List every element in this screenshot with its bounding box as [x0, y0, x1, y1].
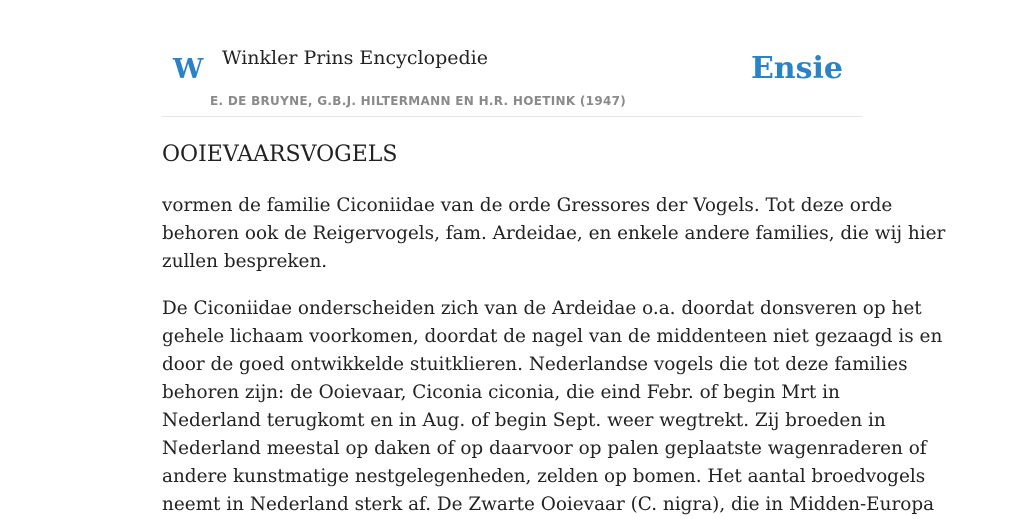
paragraph-line: Nederland terugkomt en in Aug. of begin Sept. weer wegtrekt. Zij broeden in	[162, 410, 886, 431]
entry-paragraph-2	[162, 295, 943, 519]
ensie-brand-logo[interactable]: Ensie	[750, 51, 843, 86]
paragraph-line: neemt in Nederland sterk af. De Zwarte Ooievaar (C. nigra), die in Midden-Europa	[162, 494, 935, 515]
document-page	[162, 0, 946, 515]
paragraph-line: De Ciconiidae onderscheiden zich van de Ardeidae o.a. doordat donsveren op het	[162, 298, 922, 319]
publication-title[interactable]: Winkler Prins Encyclopedie	[222, 47, 488, 69]
page-header	[162, 0, 862, 117]
paragraph-line: zullen bespreken.	[162, 251, 328, 272]
paragraph-line: behoren zijn: de Ooievaar, Ciconia ciconia, die eind Febr. of begin Mrt in	[162, 382, 840, 403]
paragraph-line: andere kunstmatige nestgelegenheden, zelden op bomen. Het aantal broedvogels	[162, 466, 926, 487]
winkler-prins-logo[interactable]: W	[173, 54, 204, 85]
paragraph-line: door de goed ontwikkelde stuitklieren. Nederlandse vogels die tot deze families	[162, 354, 908, 375]
paragraph-line: Nederland meestal op daken of op daarvoor op palen geplaatste wagenraderen of	[162, 438, 927, 459]
entry-title: OOIEVAARSVOGELS	[162, 142, 398, 167]
paragraph-line: gehele lichaam voorkomen, doordat de nagel van de middenteen niet gezaagd is en	[162, 326, 943, 347]
paragraph-line: behoren ook de Reigervogels, fam. Ardeidae, en enkele andere families, die wij hier	[162, 223, 946, 244]
publication-authors: E. DE BRUYNE, G.B.J. HILTERMANN EN H.R. HOETINK (1947)	[210, 94, 627, 108]
paragraph-line: vormen de familie Ciconiidae van de orde Gressores der Vogels. Tot deze orde	[162, 195, 893, 216]
entry-paragraph-1	[162, 192, 946, 276]
